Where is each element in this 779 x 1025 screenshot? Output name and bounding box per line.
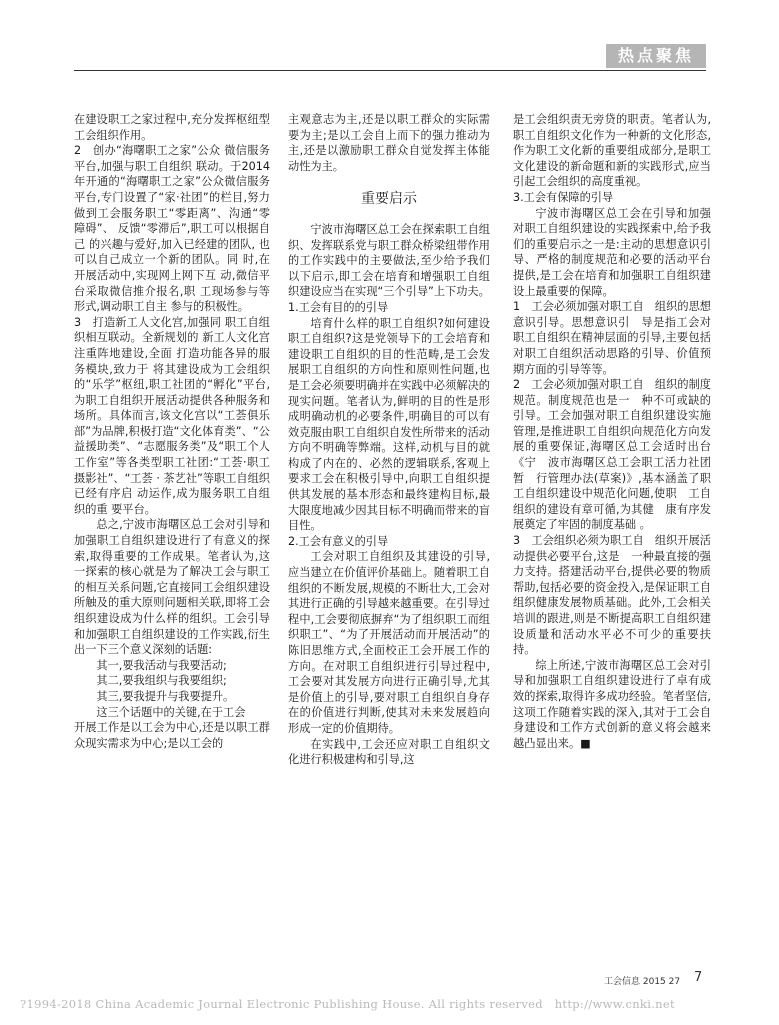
page-number: 7 bbox=[694, 970, 703, 985]
copyright-watermark: ?1994-2018 China Academic Journal Electronic Publishing House. All rights reserved http://www.cnki.net bbox=[20, 997, 675, 1011]
paragraph: 主观意志为主,还是以职工群众的实际需要为主;是以工会自上而下的强力推动为主,还是以激励职工群众自觉发挥主体能动性为主。 bbox=[288, 113, 490, 173]
subheading: 3.工会有保障的引导 bbox=[513, 190, 614, 204]
paragraph: 在建设职工之家过程中,充分发挥枢纽型工会组织作用。 bbox=[74, 113, 270, 142]
subheading: 1.工会有目的的引导 bbox=[288, 300, 389, 314]
header-rule bbox=[74, 70, 706, 71]
paragraph: 2 创办“海曙职工之家”公众 微信服务平台,加强与职工自组织 联动。于2014年开通的“海曙职工之家”公众微信服务平台,专门设置了“家·社团”的栏目,努力做到工会服务职工“零距离”、沟通“零障碍”、 反馈“零滞后”,职工可以根据自 己 的兴趣与爱好,加入已经建的团队, 也可以自己成立一个新的团队。同 时,在开展活动中,实现网上网下互 动,微信平台采取微信推介报名,职 工现场参与等形式,调动职工自主 参与的积极性。 bbox=[74, 144, 270, 314]
journal-footer: 工会信息 2015 27 bbox=[604, 977, 681, 987]
paragraph: 总之,宁波市海曙区总工会对引导和加强职工自组织建设进行了有意义的探索,取得重要的工作成果。笔者认为,这一探索的核心就是为了解决工会与职工的相互关系问题,它直接同工会组织建设所触及的重大原则问题相关联,即将工会组织建设成为什么样的组织。工会引导和加强职工自组织建设的工作实践,衍生出一下三个意义深刻的话题: bbox=[74, 518, 270, 657]
section-tag: 热点聚焦 bbox=[606, 44, 706, 68]
paragraph: 工会对职工自组织及其建设的引导,应当建立在价值评价基础上。随着职工自组织的不断发展,规模的不断壮大,工会对其进行正确的引导越来越重要。在引导过程中,工会要彻底摒弃“为了组织职工而组织职工”、“为了开展活动而开展活动”的陈旧思维方式,全面校正工会开展工作的方向。在对职工自组织进行引导过程中,工会要对其发展方向进行正确引导,尤其是价值上的引导,要对职工自组织自身存在的价值进行判断,使其对未来发展趋向形成一定的价值期待。 bbox=[288, 550, 490, 735]
column-2 bbox=[288, 112, 490, 768]
paragraph: 3 工会组织必须为职工自 组织开展活动提供必要平台,这是 一种最直接的强力支持。搭建活动平台,提供必要的物质帮助,包括必要的资金投入,是保证职工自组织健康发展物质基础。此外,工会相关培训的跟进,则是不断提高职工自组织建设质量和活动水平必不可少的重要扶持。 bbox=[513, 534, 711, 657]
paragraph: 是工会组织责无旁贷的职责。笔者认为,职工自组织文化作为一种新的文化形态,作为职工文化新的重要组成部分,是职工文化建设的新命题和新的实践形式,应当引起工会组织的高度重视。 bbox=[513, 113, 711, 189]
section-title: 重要启示 bbox=[361, 191, 417, 208]
paragraph: 培育什么样的职工自组织?如何建设职工自组织?这是党领导下的工会培育和建设职工自组织的目的性范畴,是工会发展职工自组织的方向性和原则性问题,也是工会必须要明确并在实践中必须解决的现实问题。笔者认为,鲜明的目的性是形成明确动机的必要条件,明确目的可以有效克服由职工自组织自发性所带来的活动方向不明确等弊端。这样,动机与目的就构成了内在的、必然的逻辑联系,客观上要求工会在积极引导中,向职工自组织提供其发展的基本形态和最终建构目标,最大限度地减少因其目标不明确而带来的盲目性。 bbox=[288, 316, 490, 533]
column-1 bbox=[74, 112, 270, 751]
subheading: 2.工会有意义的引导 bbox=[288, 534, 389, 548]
topic-line: 其二,要我组织与我要组织; bbox=[96, 674, 227, 688]
column-3 bbox=[513, 112, 723, 751]
paragraph: 2 工会必须加强对职工自 组织的制度规范。制度规范也是一 种不可或缺的引导。工会加强对职工自组织建设实施管理,是推进职工自组织向规范化方向发展的重要保证,海曙区总工会适时出台《宁 波市海曙区总工会职工活力社团暂 行管理办法(草案)》,基本涵盖了职 工自组织建设中规范化问题,使职 工自组织的建设有章可循,为其健 康有序发展奠定了牢固的制度基础 。 bbox=[513, 378, 723, 532]
paragraph: 宁波市海曙区总工会在引导和加强对职工自组织建设的实践探索中,给予我们的重要启示之一是:主动的思想意识引导、严格的制度规范和必要的活动平台提供,是工会在培育和加强职工自组织建设上最重要的保障。 bbox=[513, 206, 711, 298]
paragraph: 这三个话题中的关键,在于工会 bbox=[96, 705, 246, 719]
paragraph: 1 工会必须加强对职工自 组织的思想意识引导。思想意识引 导是指工会对职工自组织在精神层面的引导,主要包括对职工自组织活动思路的引导、价值预期方面的引导等等。 bbox=[513, 300, 711, 376]
topic-line: 其一,要我活动与我要活动; bbox=[96, 658, 227, 672]
paragraph: 开展工作是以工会为中心,还是以职工群众现实需求为中心;是以工会的 bbox=[74, 721, 270, 750]
paragraph: 宁波市海曙区总工会在探索职工自组织、发挥联系党与职工群众桥梁纽带作用的工作实践中的主要做法,至少给予我们以下启示,即工会在培育和增强职工自组织建设应当在实现“三个引导”上下功夫。 bbox=[288, 222, 490, 299]
topic-line: 其三,要我提升与我要提升。 bbox=[96, 689, 235, 703]
paragraph: 3 打造新工人文化宫,加强同 职工自组织相互联动。全新规划的 新工人文化宫注重阵地建设,全面 打造功能各异的服务模块,致力于 将其建设成为工会组织的“乐学”枢纽,职工社团的“孵化”平台,为职工自组织开展活动提供各种服务和场所。具体而言,该文化宫以“工荟俱乐部”为品牌,积极打造“文化体育类”、“公益援助类”、“志愿服务类”及“职工个人工作室”等各类型职工社团:“工荟·职工摄影社”、“工荟 · 茶艺社”等职工自组织已经有序启 动运作,成为服务职工自组织的重 要平台。 bbox=[74, 315, 270, 516]
paragraph: 综上所述,宁波市海曙区总工会对引导和加强职工自组织建设进行了卓有成效的探索,取得许多成功经验。笔者坚信,这项工作随着实践的深入,其对于工会自身建设和工作方式创新的意义将会越来越凸显出来。■ bbox=[513, 658, 711, 750]
paragraph: 在实践中,工会还应对职工自组织文化进行积极建构和引导,这 bbox=[288, 737, 490, 767]
